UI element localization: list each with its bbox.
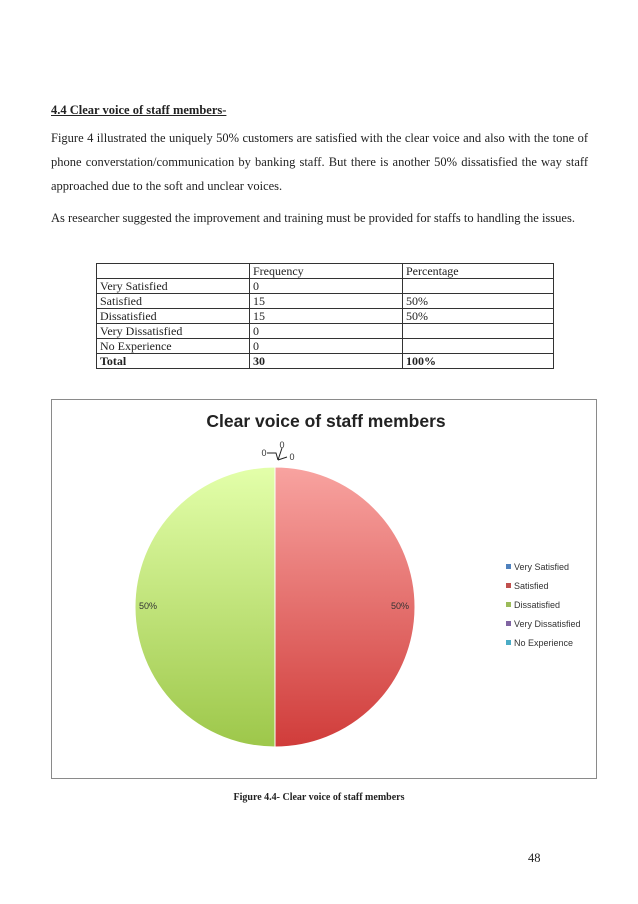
legend-label-no-experience: No Experience	[514, 638, 574, 648]
table-cell: Total	[97, 354, 250, 369]
table-cell: 50%	[403, 294, 554, 309]
legend-label-very-dissatisfied: Very Dissatisfied	[514, 619, 581, 629]
pie-chart	[52, 400, 598, 780]
table-cell: 15	[250, 294, 403, 309]
paragraph-2: As researcher suggested the improvement and training must be provided for staffs to handling the issues.	[51, 211, 575, 225]
table-cell: No Experience	[97, 339, 250, 354]
table-cell	[403, 339, 554, 354]
legend-swatch-satisfied	[506, 583, 511, 588]
legend-swatch-very-satisfied	[506, 564, 511, 569]
pie-chart-frame	[51, 399, 597, 779]
data-label-no-experience: 0	[289, 452, 295, 462]
legend-swatch-very-dissatisfied	[506, 621, 511, 626]
table-row	[97, 324, 554, 339]
table-cell: Satisfied	[97, 294, 250, 309]
chart-title: Clear voice of staff members	[206, 411, 446, 431]
legend-label-satisfied: Satisfied	[514, 581, 549, 591]
table-row	[97, 309, 554, 324]
data-label-dissatisfied: 50%	[138, 601, 158, 611]
legend-swatch-no-experience	[506, 640, 511, 645]
legend-swatch-dissatisfied	[506, 602, 511, 607]
table-cell: 30	[250, 354, 403, 369]
figure-caption: Figure 4.4- Clear voice of staff members	[233, 792, 405, 803]
frequency-table	[96, 263, 554, 369]
data-label-very-dissatisfied: 0	[279, 440, 285, 450]
table-cell	[403, 324, 554, 339]
table-row	[97, 294, 554, 309]
table-cell: Dissatisfied	[97, 309, 250, 324]
table-cell: 0	[250, 339, 403, 354]
table-header-cell: Percentage	[403, 264, 554, 279]
table-cell: Very Satisfied	[97, 279, 250, 294]
table-cell: 0	[250, 324, 403, 339]
leader-line-very-satisfied	[267, 453, 278, 460]
table-cell	[403, 279, 554, 294]
table-cell: 100%	[403, 354, 554, 369]
data-label-satisfied: 50%	[390, 601, 410, 611]
table-cell: 15	[250, 309, 403, 324]
table-cell: 50%	[403, 309, 554, 324]
table-row	[97, 339, 554, 354]
table-row	[97, 279, 554, 294]
legend-label-very-satisfied: Very Satisfied	[514, 562, 570, 572]
table-cell: Very Dissatisfied	[97, 324, 250, 339]
paragraph-1: Figure 4 illustrated the uniquely 50% customers are satisfied with the clear voice and also with the tone of phone converstation/communication by banking staff. But there is another 50% dissatisfied the way staff approached due to the soft and unclear voices.	[51, 131, 588, 193]
table-cell: 0	[250, 279, 403, 294]
data-label-very-satisfied: 0	[261, 448, 267, 458]
table-header-row	[97, 264, 554, 279]
section-heading: 4.4 Clear voice of staff members-	[51, 103, 227, 117]
page-number: 48	[528, 851, 541, 865]
legend-label-dissatisfied: Dissatisfied	[514, 600, 561, 610]
table-header-cell: Frequency	[250, 264, 403, 279]
table-total-row	[97, 354, 554, 369]
table-header-cell	[97, 264, 250, 279]
